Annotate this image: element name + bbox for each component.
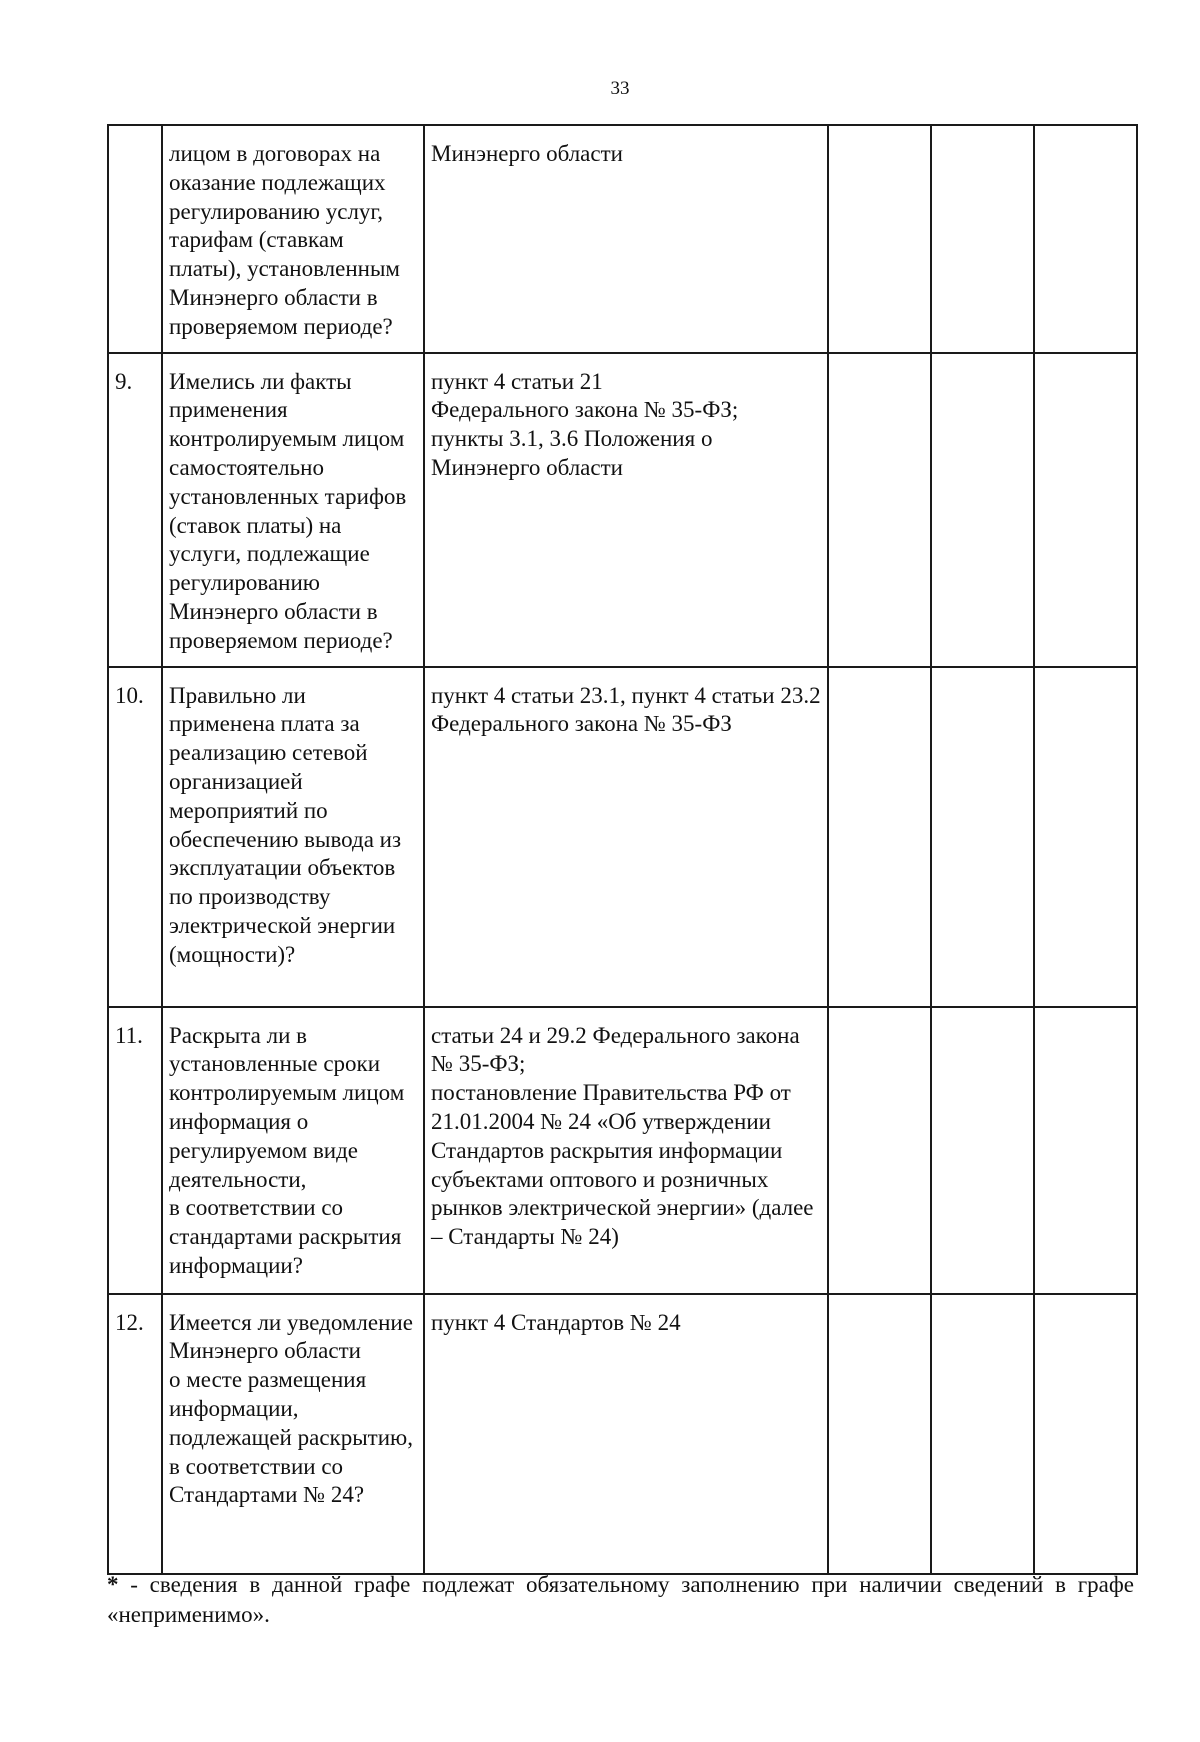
answer-cell-yes[interactable] <box>828 1294 931 1574</box>
answer-cell-yes[interactable] <box>828 353 931 667</box>
answer-cell-not-applicable[interactable] <box>1034 1007 1137 1294</box>
question-cell: Имеется ли уведомление Минэнерго области о месте размещения информации, подлежащей раскрытию, в соответствии со Стандартами № 24? <box>162 1294 424 1574</box>
answer-cell-no[interactable] <box>931 667 1034 1007</box>
answer-cell-no[interactable] <box>931 353 1034 667</box>
answer-cell-no[interactable] <box>931 1294 1034 1574</box>
answer-cell-yes[interactable] <box>828 1007 931 1294</box>
table-row <box>108 667 1137 1007</box>
footnote <box>107 1570 1134 1630</box>
row-number-cell <box>108 125 162 353</box>
legal-basis-cell: Минэнерго области <box>424 125 828 353</box>
row-number-cell: 10. <box>108 667 162 1007</box>
footnote-asterisk: * <box>107 1572 119 1597</box>
footnote-text: - сведения в данной графе подлежат обязательному заполнению при наличии сведений в графе «неприменимо». <box>107 1572 1134 1627</box>
row-number-cell: 9. <box>108 353 162 667</box>
table-row <box>108 1007 1137 1294</box>
answer-cell-not-applicable[interactable] <box>1034 667 1137 1007</box>
legal-basis-cell: пункт 4 статьи 21 Федерального закона № 35-ФЗ; пункты 3.1, 3.6 Положения о Минэнерго области <box>424 353 828 667</box>
page-number: 33 <box>610 78 630 99</box>
table-row <box>108 125 1137 353</box>
question-cell: лицом в договорах на оказание подлежащих регулированию услуг, тарифам (ставкам платы), установленным Минэнерго области в проверяемом периоде? <box>162 125 424 353</box>
question-cell: Раскрыта ли в установленные сроки контролируемым лицом информация о регулируемом виде деятельности, в соответствии со стандартами раскрытия информации? <box>162 1007 424 1294</box>
row-number-cell: 11. <box>108 1007 162 1294</box>
answer-cell-yes[interactable] <box>828 667 931 1007</box>
question-cell: Имелись ли факты применения контролируемым лицом самостоятельно установленных тарифов (ставок платы) на услуги, подлежащие регулированию Минэнерго области в проверяемом периоде? <box>162 353 424 667</box>
answer-cell-no[interactable] <box>931 1007 1034 1294</box>
table-row <box>108 1294 1137 1574</box>
answer-cell-not-applicable[interactable] <box>1034 125 1137 353</box>
legal-basis-cell: пункт 4 статьи 23.1, пункт 4 статьи 23.2 Федерального закона № 35-ФЗ <box>424 667 828 1007</box>
row-number-cell: 12. <box>108 1294 162 1574</box>
answer-cell-yes[interactable] <box>828 125 931 353</box>
answer-cell-not-applicable[interactable] <box>1034 1294 1137 1574</box>
legal-basis-cell: пункт 4 Стандартов № 24 <box>424 1294 828 1574</box>
table-row <box>108 353 1137 667</box>
answer-cell-not-applicable[interactable] <box>1034 353 1137 667</box>
checklist-table <box>107 124 1138 1575</box>
question-cell: Правильно ли применена плата за реализацию сетевой организацией мероприятий по обеспечению вывода из эксплуатации объектов по производству электрической энергии (мощности)? <box>162 667 424 1007</box>
legal-basis-cell: статьи 24 и 29.2 Федерального закона № 35-ФЗ; постановление Правительства РФ от 21.01.2004 № 24 «Об утверждении Стандартов раскрытия информации субъектами оптового и розничных рынков электрической энергии» (далее – Стандарты № 24) <box>424 1007 828 1294</box>
answer-cell-no[interactable] <box>931 125 1034 353</box>
